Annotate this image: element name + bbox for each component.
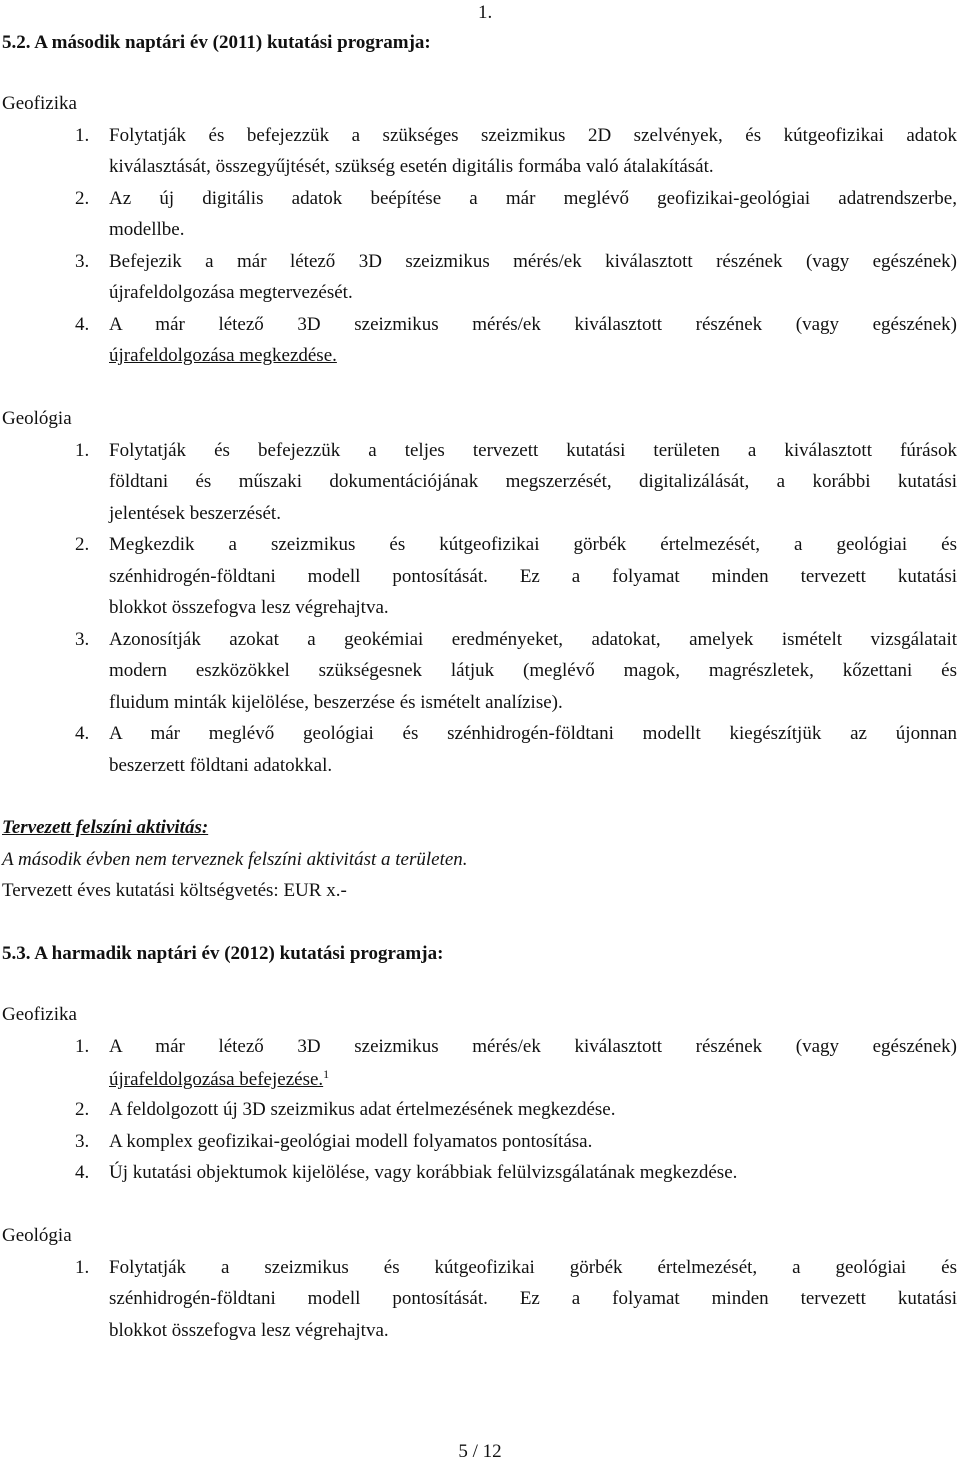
item-number: 3. [75, 251, 90, 272]
section-5-2-title: 5.2. A második naptári év (2011) kutatási programja: [2, 32, 431, 53]
section-5-3-title: 5.3. A harmadik naptári év (2012) kutatási programja: [2, 943, 444, 964]
item-number: 4. [75, 314, 90, 335]
item-text-line: kiválasztását, összegyűjtését, szükség esetén digitális formába való átalakítását. [109, 156, 714, 177]
item-number: 1. [75, 1257, 90, 1278]
item-text-line: modellbe. [109, 219, 185, 240]
item-text-line: Új kutatási objektumok kijelölése, vagy korábbiak felülvizsgálatának megkezdése. [109, 1162, 738, 1183]
item-number: 3. [75, 629, 90, 650]
item-text-line: jelentések beszerzését. [109, 503, 281, 524]
item-text-line: A már létező 3D szeizmikus mérés/ek kiválasztott részének (vagy egészének) [109, 314, 957, 335]
item-text-line: beszerzett földtani adatokkal. [109, 755, 333, 776]
page-marker: 1. [478, 2, 493, 23]
item-text-line: A komplex geofizikai-geológiai modell folyamatos pontosítása. [109, 1131, 593, 1152]
surface-activity-heading: Tervezett felszíni aktivitás: [2, 817, 209, 838]
item-number: 4. [75, 723, 90, 744]
item-number: 4. [75, 1162, 90, 1183]
geofizika-heading: Geofizika [2, 1004, 77, 1025]
item-text-line: újrafeldolgozása megtervezését. [109, 282, 353, 303]
item-text-line: újrafeldolgozása megkezdése. [109, 345, 337, 366]
geologia-heading: Geológia [2, 1225, 72, 1246]
item-text-line: A feldolgozott új 3D szeizmikus adat értelmezésének megkezdése. [109, 1099, 616, 1120]
item-number: 1. [75, 125, 90, 146]
budget-text: Tervezett éves kutatási költségvetés: EUR x.- [2, 880, 347, 901]
item-text-line: földtani és műszaki dokumentációjának megszerzését, digitalizálását, a korábbi kutatási [109, 471, 957, 492]
item-text-line: A már létező 3D szeizmikus mérés/ek kiválasztott részének (vagy egészének) [109, 1036, 957, 1057]
page-number: 5 / 12 [458, 1441, 502, 1462]
item-text-line: szénhidrogén-földtani modell pontosítását. Ez a folyamat minden tervezett kutatási [109, 566, 957, 587]
item-text-line: Folytatják a szeizmikus és kútgeofizikai görbék értelmezését, a geológiai és [109, 1257, 957, 1278]
item-text-line: fluidum minták kijelölése, beszerzése és ismételt analízise). [109, 692, 563, 713]
item-text-line: Folytatják és befejezzük a teljes tervezett kutatási területen a kiválasztott fúrások [109, 440, 957, 461]
item-text-line: Azonosítják azokat a geokémiai eredményeket, adatokat, amelyek ismételt vizsgálatait [109, 629, 957, 650]
item-text-line: blokkot összefogva lesz végrehajtva. [109, 1320, 389, 1341]
surface-activity-text: A második évben nem terveznek felszíni aktivitást a területen. [2, 849, 468, 870]
item-text-line: újrafeldolgozása befejezése. [109, 1069, 324, 1090]
item-number: 2. [75, 188, 90, 209]
item-text-line: Megkezdik a szeizmikus és kútgeofizikai görbék értelmezését, a geológiai és [109, 534, 957, 555]
item-text-line: blokkot összefogva lesz végrehajtva. [109, 597, 389, 618]
item-text-line: Folytatják és befejezzük a szükséges szeizmikus 2D szelvények, és kútgeofizikai adatok [109, 125, 957, 146]
item-number: 3. [75, 1131, 90, 1152]
item-text-line: Befejezik a már létező 3D szeizmikus mérés/ek kiválasztott részének (vagy egészének) [109, 251, 957, 272]
item-text-line: A már meglévő geológiai és szénhidrogén-földtani modellt kiegészítjük az újonnan [109, 723, 957, 744]
item-text-line: modern eszközökkel szükségesnek látjuk (meglévő magok, magrészletek, kőzettani és [109, 660, 957, 681]
item-number: 1. [75, 440, 90, 461]
item-number: 2. [75, 534, 90, 555]
footnote-ref: 1 [323, 1067, 330, 1081]
item-number: 2. [75, 1099, 90, 1120]
geologia-heading: Geológia [2, 408, 72, 429]
geofizika-heading: Geofizika [2, 93, 77, 114]
item-text-line: szénhidrogén-földtani modell pontosítását. Ez a folyamat minden tervezett kutatási [109, 1288, 957, 1309]
item-text-line: Az új digitális adatok beépítése a már meglévő geofizikai-geológiai adatrendszerbe, [109, 188, 957, 209]
item-number: 1. [75, 1036, 90, 1057]
item-text-line-wrap [109, 1067, 957, 1091]
